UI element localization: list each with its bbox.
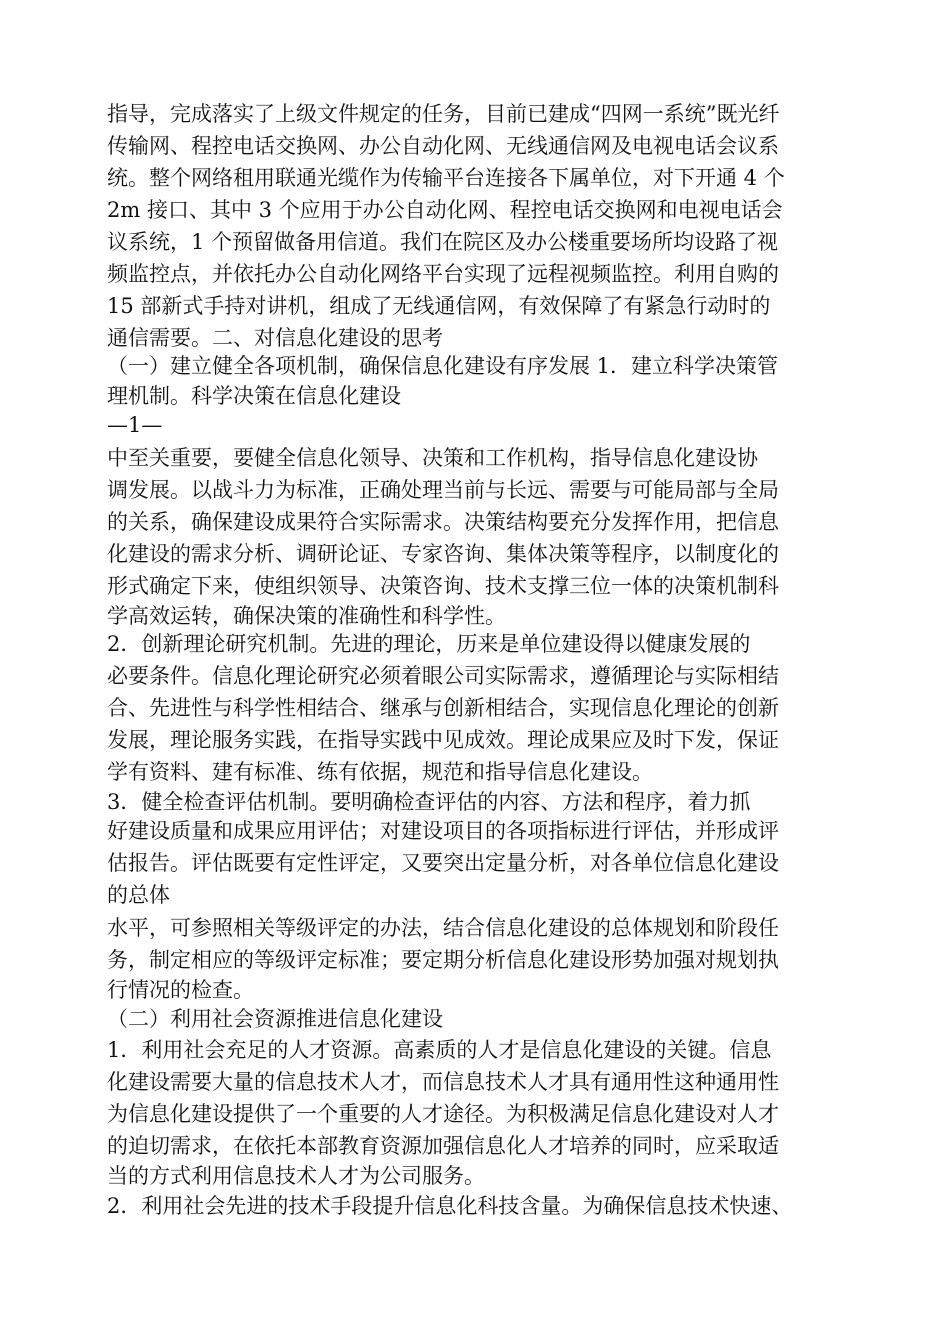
text-line: 的迫切需求，在依托本部教育资源加强信息化人才培养的同时，应采取适 <box>107 1134 779 1158</box>
text-line: 调发展。以战斗力为标准，正确处理当前与长远、需要与可能局部与全局 <box>107 478 779 502</box>
text-line: 2．创新理论研究机制。先进的理论，历来是单位建设得以健康发展的 <box>107 632 751 656</box>
text-line: 学高效运转，确保决策的准确性和科学性。 <box>107 604 506 628</box>
text-line: 化建设需要大量的信息技术人才，而信息技术人才具有通用性这种通用性 <box>107 1070 779 1094</box>
text-line: 2．利用社会先进的技术手段提升信息化科技含量。为确保信息技术快速、 <box>107 1194 793 1218</box>
text-line: 合、先进性与科学性相结合、继承与创新相结合，实现信息化理论的创新 <box>107 696 779 720</box>
text-line: 15 部新式手持对讲机，组成了无线通信网，有效保障了有紧急行动时的 <box>107 294 771 318</box>
section-heading: （一）建立健全各项机制，确保信息化建设有序发展 1．建立科学决策管 <box>107 354 779 378</box>
section-heading: （二）利用社会资源推进信息化建设 <box>107 1007 443 1031</box>
text-line: 3．健全检查评估机制。要明确检查评估的内容、方法和程序，着力抓 <box>107 790 751 814</box>
text-line: 的关系，确保建设成果符合实际需求。决策结构要充分发挥作用，把信息 <box>107 510 779 534</box>
text-line: 形式确定下来，使组织领导、决策咨询、技术支撑三位一体的决策机制科 <box>107 574 779 598</box>
text-line: 必要条件。信息化理论研究必须着眼公司实际需求，遵循理论与实际相结 <box>107 664 779 688</box>
text-line: 传输网、程控电话交换网、办公自动化网、无线通信网及电视电话会议系 <box>107 134 779 158</box>
text-line: 化建设的需求分析、调研论证、专家咨询、集体决策等程序，以制度化的 <box>107 542 779 566</box>
text-line: 指导，完成落实了上级文件规定的任务，目前已建成“四网一系统”既光纤 <box>107 102 780 126</box>
text-line: 好建设质量和成果应用评估；对建设项目的各项指标进行评估，并形成评 <box>107 819 779 843</box>
text-line: 当的方式利用信息技术人才为公司服务。 <box>107 1164 485 1188</box>
text-line: 中至关重要，要健全信息化领导、决策和工作机构，指导信息化建设协 <box>107 446 758 470</box>
text-line: 务，制定相应的等级评定标准；要定期分析信息化建设形势加强对规划执 <box>107 948 779 972</box>
text-line: 为信息化建设提供了一个重要的人才途径。为积极满足信息化建设对人才 <box>107 1102 779 1126</box>
text-line: 学有资料、建有标准、练有依据，规范和指导信息化建设。 <box>107 760 653 784</box>
text-line: 水平，可参照相关等级评定的办法，结合信息化建设的总体规划和阶段任 <box>107 916 779 940</box>
text-line: 理机制。科学决策在信息化建设 <box>107 384 401 408</box>
text-line: 1．利用社会充足的人才资源。高素质的人才是信息化建设的关键。信息 <box>107 1038 772 1062</box>
page-number: —1— <box>107 413 163 437</box>
text-line: 频监控点，并依托办公自动化网络平台实现了远程视频监控。利用自购的 <box>107 262 779 286</box>
text-line: 估报告。评估既要有定性评定，又要突出定量分析，对各单位信息化建设 <box>107 851 779 875</box>
text-line: 统。整个网络租用联通光缆作为传输平台连接各下属单位，对下开通 4 个 <box>107 166 785 190</box>
text-line: 通信需要。二、对信息化建设的思考 <box>107 326 443 350</box>
text-line: 行情况的检查。 <box>107 978 254 1002</box>
text-line: 议系统，1 个预留做备用信道。我们在院区及办公楼重要场所均设路了视 <box>107 230 779 254</box>
text-line: 的总体 <box>107 883 170 907</box>
text-line: 发展，理论服务实践，在指导实践中见成效。理论成果应及时下发，保证 <box>107 728 779 752</box>
text-line: 2m 接口、其中 3 个应用于办公自动化网、程控电话交换网和电视电话会 <box>107 198 783 222</box>
